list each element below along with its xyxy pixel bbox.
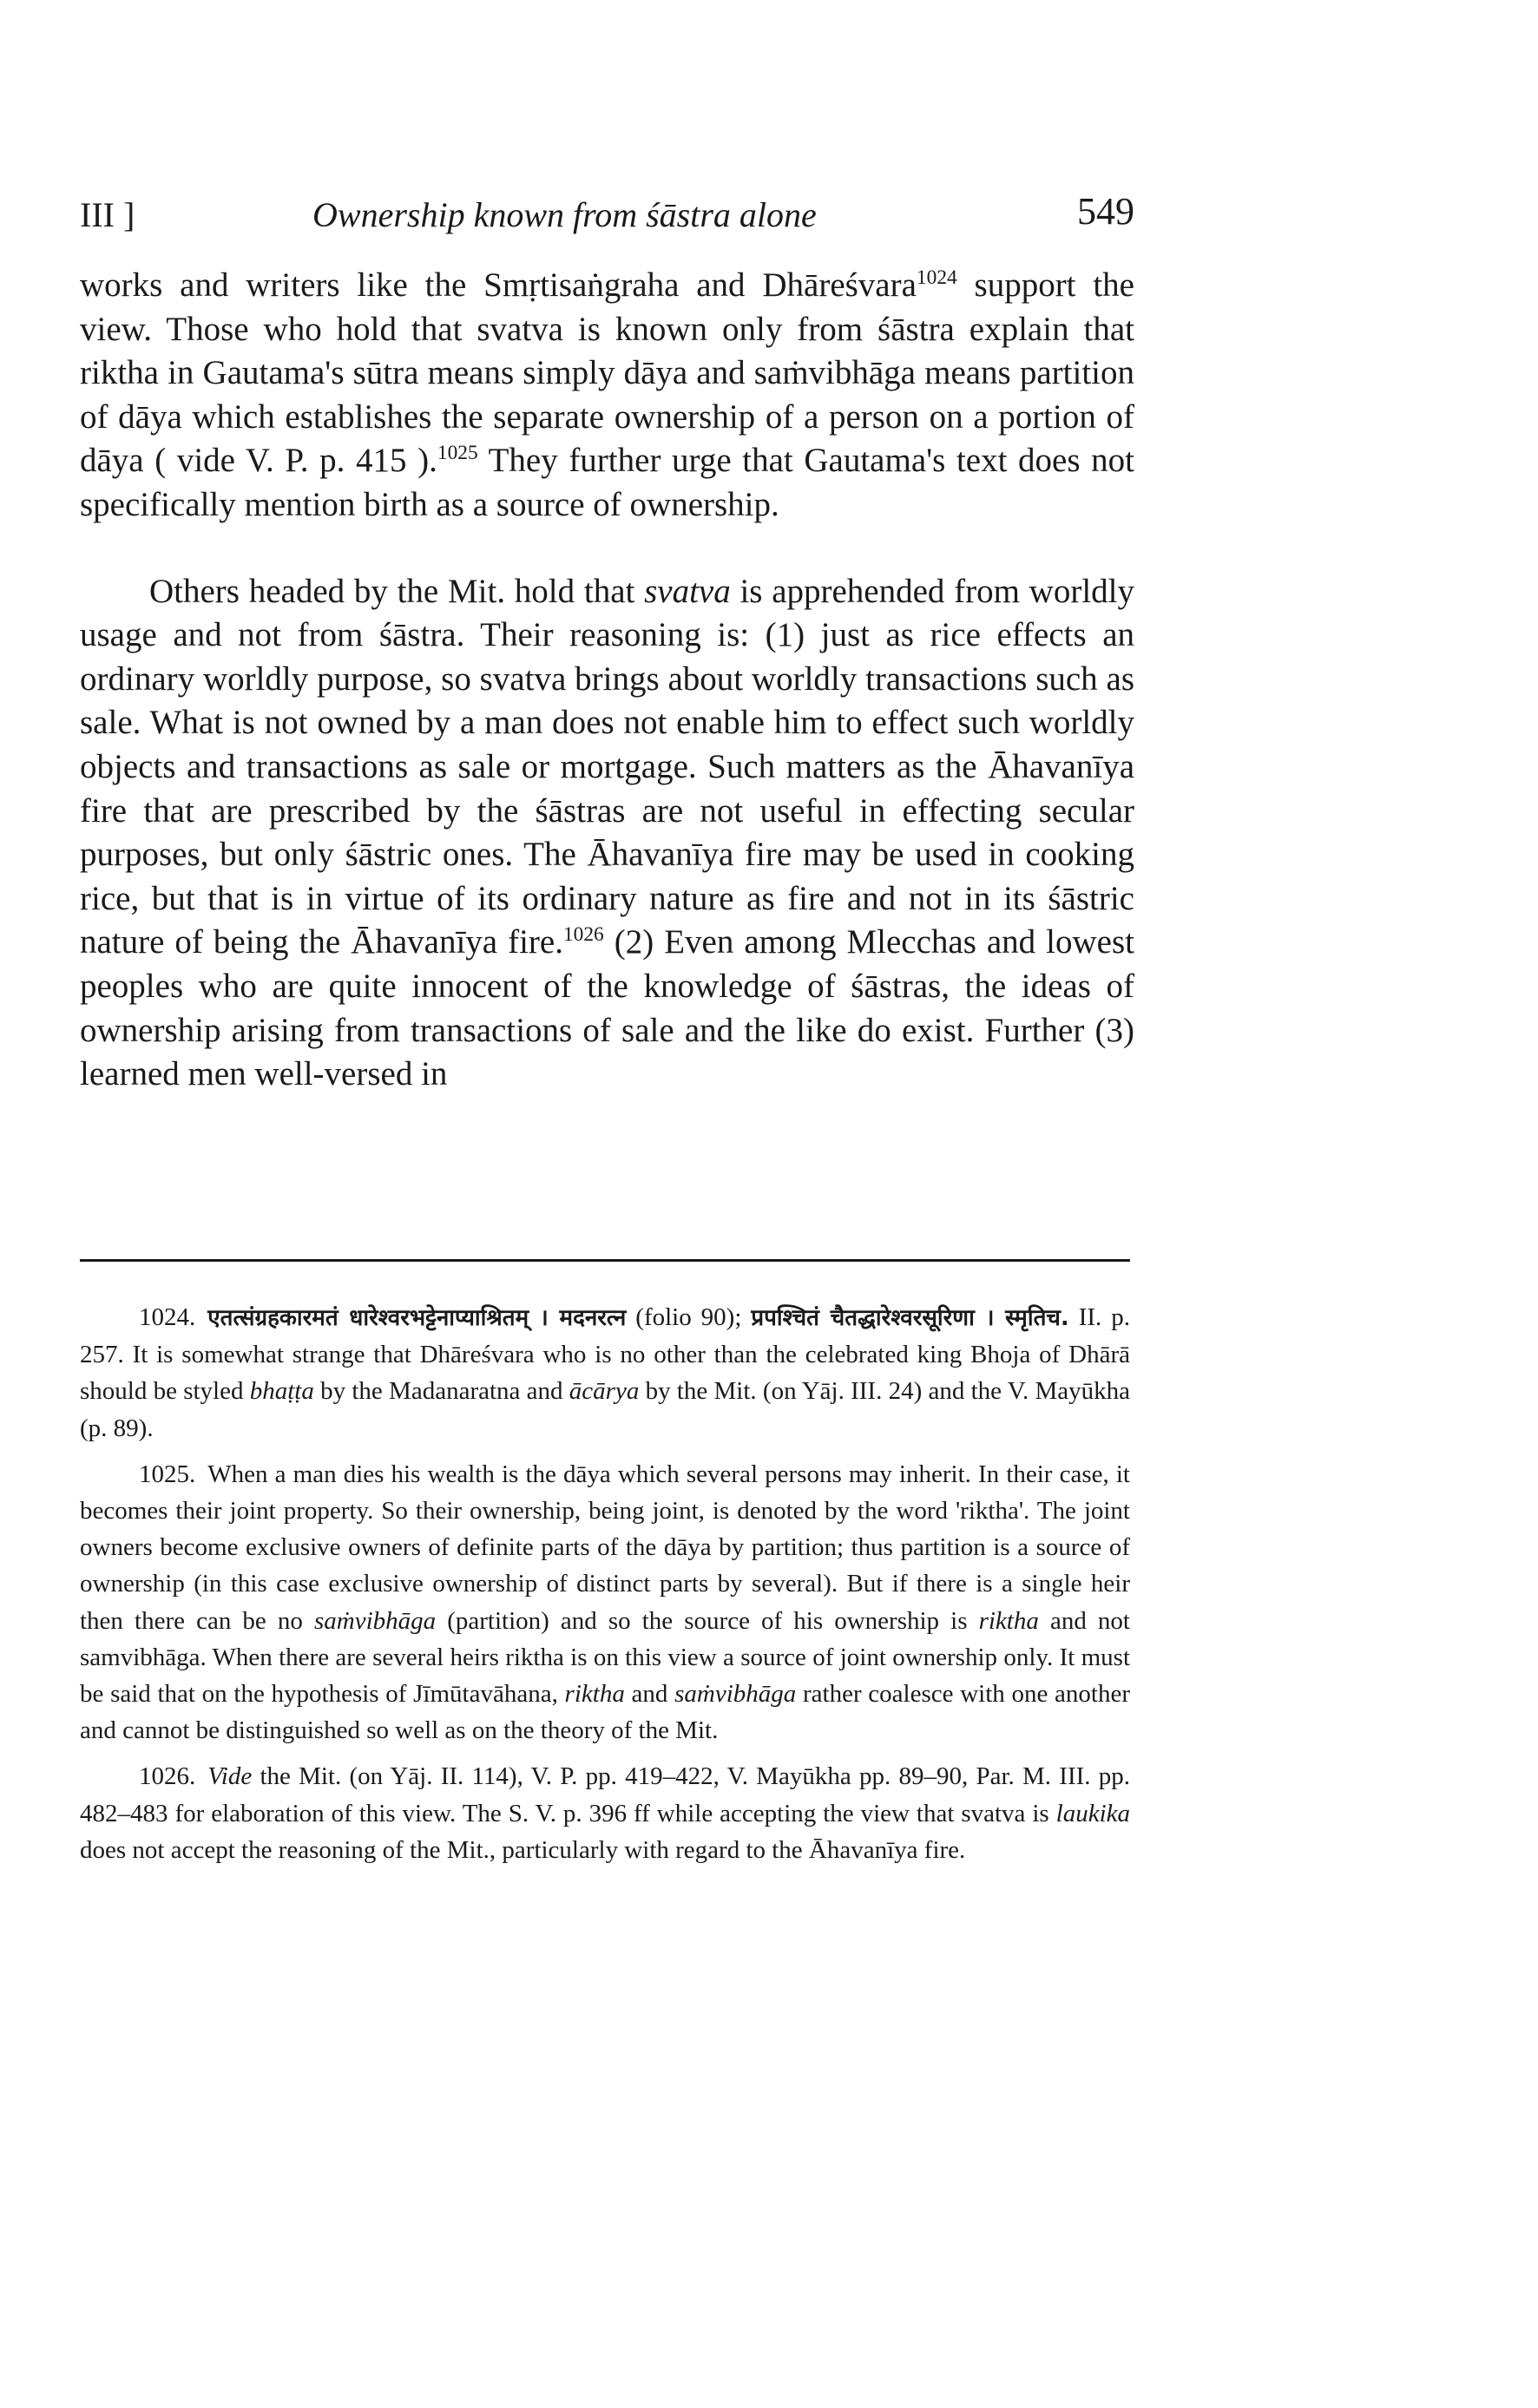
running-head bbox=[80, 189, 1134, 241]
footnote-number: 1024. bbox=[139, 1303, 196, 1331]
footnote-1025 bbox=[80, 1456, 1130, 1749]
text-run: does not accept the reasoning of the Mit., particularly with regard to the Āhavanīya fire. bbox=[80, 1835, 966, 1864]
text-run: (partition) and so the source of his ownership is bbox=[436, 1606, 979, 1635]
chapter-marker: III ] bbox=[80, 195, 135, 234]
text-run: by the Mit. (on Yāj. III. 24) and the V. Mayūkha (p. 89). bbox=[80, 1377, 1130, 1442]
footnote-ref-1024: 1024 bbox=[916, 266, 957, 289]
text-run: support the view. Those who hold that svatva is known only from śāstra explain that riktha in Gautama's sūtra means simply dāya and saṁvibhāga means partition of dāya which establishes the separate ownership of a person on a portion of dāya ( vide V. P. p. 415 ). bbox=[80, 266, 1134, 480]
text-run: When a man dies his wealth is the dāya which several persons may inherit. In their case, it becomes their joint property. So their ownership, being joint, is denoted by the word 'riktha'. The joint owners become exclusive owners of definite parts of the dāya by partition; thus partition is a source of ownership (in this case exclusive ownership of distinct parts by several). But if there is a single heir then there can be no bbox=[80, 1460, 1130, 1635]
footnote-ref-1025: 1025 bbox=[437, 442, 478, 465]
italic-term: ācārya bbox=[569, 1377, 640, 1406]
paragraph-2 bbox=[80, 570, 1134, 1097]
sanskrit-quote: एतत्संग्रहकारमतं धारेश्वरभट्टेनाप्याश्रितम् । मदनरत्न bbox=[207, 1305, 627, 1331]
text-run: (2) Even among Mlecchas and lowest peoples who are quite innocent of the knowledge of śāstras, the ideas of ownership arising from transactions of sale and the like do exist. Further (3) learned men well-versed in bbox=[80, 923, 1134, 1093]
italic-term: riktha bbox=[978, 1606, 1039, 1635]
text-run: and bbox=[624, 1680, 675, 1709]
text-run: II. p. 257. It is somewhat strange that Dhāreśvara who is no other than the celebrated king Bhoja of Dhārā should be styled bbox=[80, 1303, 1130, 1406]
running-title: Ownership known from śāstra alone bbox=[312, 195, 817, 234]
text-run: They further urge that Gautama's text does not specifically mention birth as a source of ownership. bbox=[80, 442, 1134, 523]
text-run: is apprehended from worldly usage and not from śāstra. Their reasoning is: (1) just as rice effects an ordinary worldly purpose, so svatva brings about worldly transactions such as sale. What is not owned by a man does not enable him to effect such worldly objects and transactions as sale or mortgage. Such matters as the Āhavanīya fire that are prescribed by the śāstras are not useful in effecting secular purposes, but only śāstric ones. The Āhavanīya fire may be used in cooking rice, but that is in virtue of its ordinary nature as fire and not in its śāstric nature of being the Āhavanīya fire. bbox=[80, 572, 1135, 961]
text-run: Others headed by the Mit. hold that bbox=[149, 572, 645, 610]
footnote-number: 1025. bbox=[139, 1460, 196, 1488]
italic-term: bhaṭṭa bbox=[249, 1377, 314, 1406]
footnote-number: 1026. bbox=[139, 1762, 196, 1791]
text-run: works and writers like the Smṛtisaṅgraha and Dhāreśvara bbox=[80, 266, 917, 304]
footnote-1026 bbox=[80, 1758, 1130, 1868]
text-run: by the Madanaratna and bbox=[313, 1377, 569, 1406]
page-number: 549 bbox=[1077, 190, 1134, 233]
footnote-1024 bbox=[80, 1299, 1130, 1447]
footnote-ref-1026: 1026 bbox=[562, 923, 604, 947]
italic-term: svatva bbox=[644, 572, 731, 610]
italic-term: riktha bbox=[564, 1680, 625, 1709]
sanskrit-quote: प्रपश्चितं चैतद्धारेश्वरसूरिणा । स्मृतिच. bbox=[751, 1305, 1069, 1331]
text-run: (folio 90); bbox=[626, 1303, 752, 1331]
italic-term: Vide bbox=[207, 1762, 253, 1791]
footnotes bbox=[80, 1299, 1130, 1868]
italic-term: saṁvibhāga bbox=[674, 1680, 797, 1709]
italic-term: saṁvibhāga bbox=[313, 1606, 437, 1635]
main-text bbox=[80, 264, 1134, 1097]
text-run: and not samvibhāga. When there are several heirs riktha is on this view a source of joint ownership only. It must be said that on the hypothesis of Jīmūtavāhana, bbox=[80, 1606, 1130, 1709]
paragraph-1 bbox=[80, 264, 1134, 528]
text-run: the Mit. (on Yāj. II. 114), V. P. pp. 419–422, V. Mayūkha pp. 89–90, Par. M. III. pp. 482–483 for elaboration of this view. The S. V. p. 396 ff while accepting the view that svatva is bbox=[80, 1762, 1130, 1827]
footnote-separator bbox=[80, 1259, 1130, 1262]
italic-term: laukika bbox=[1055, 1799, 1130, 1827]
text-run: rather coalesce with one another and cannot be distinguished so well as on the theory of the Mit. bbox=[80, 1680, 1130, 1745]
